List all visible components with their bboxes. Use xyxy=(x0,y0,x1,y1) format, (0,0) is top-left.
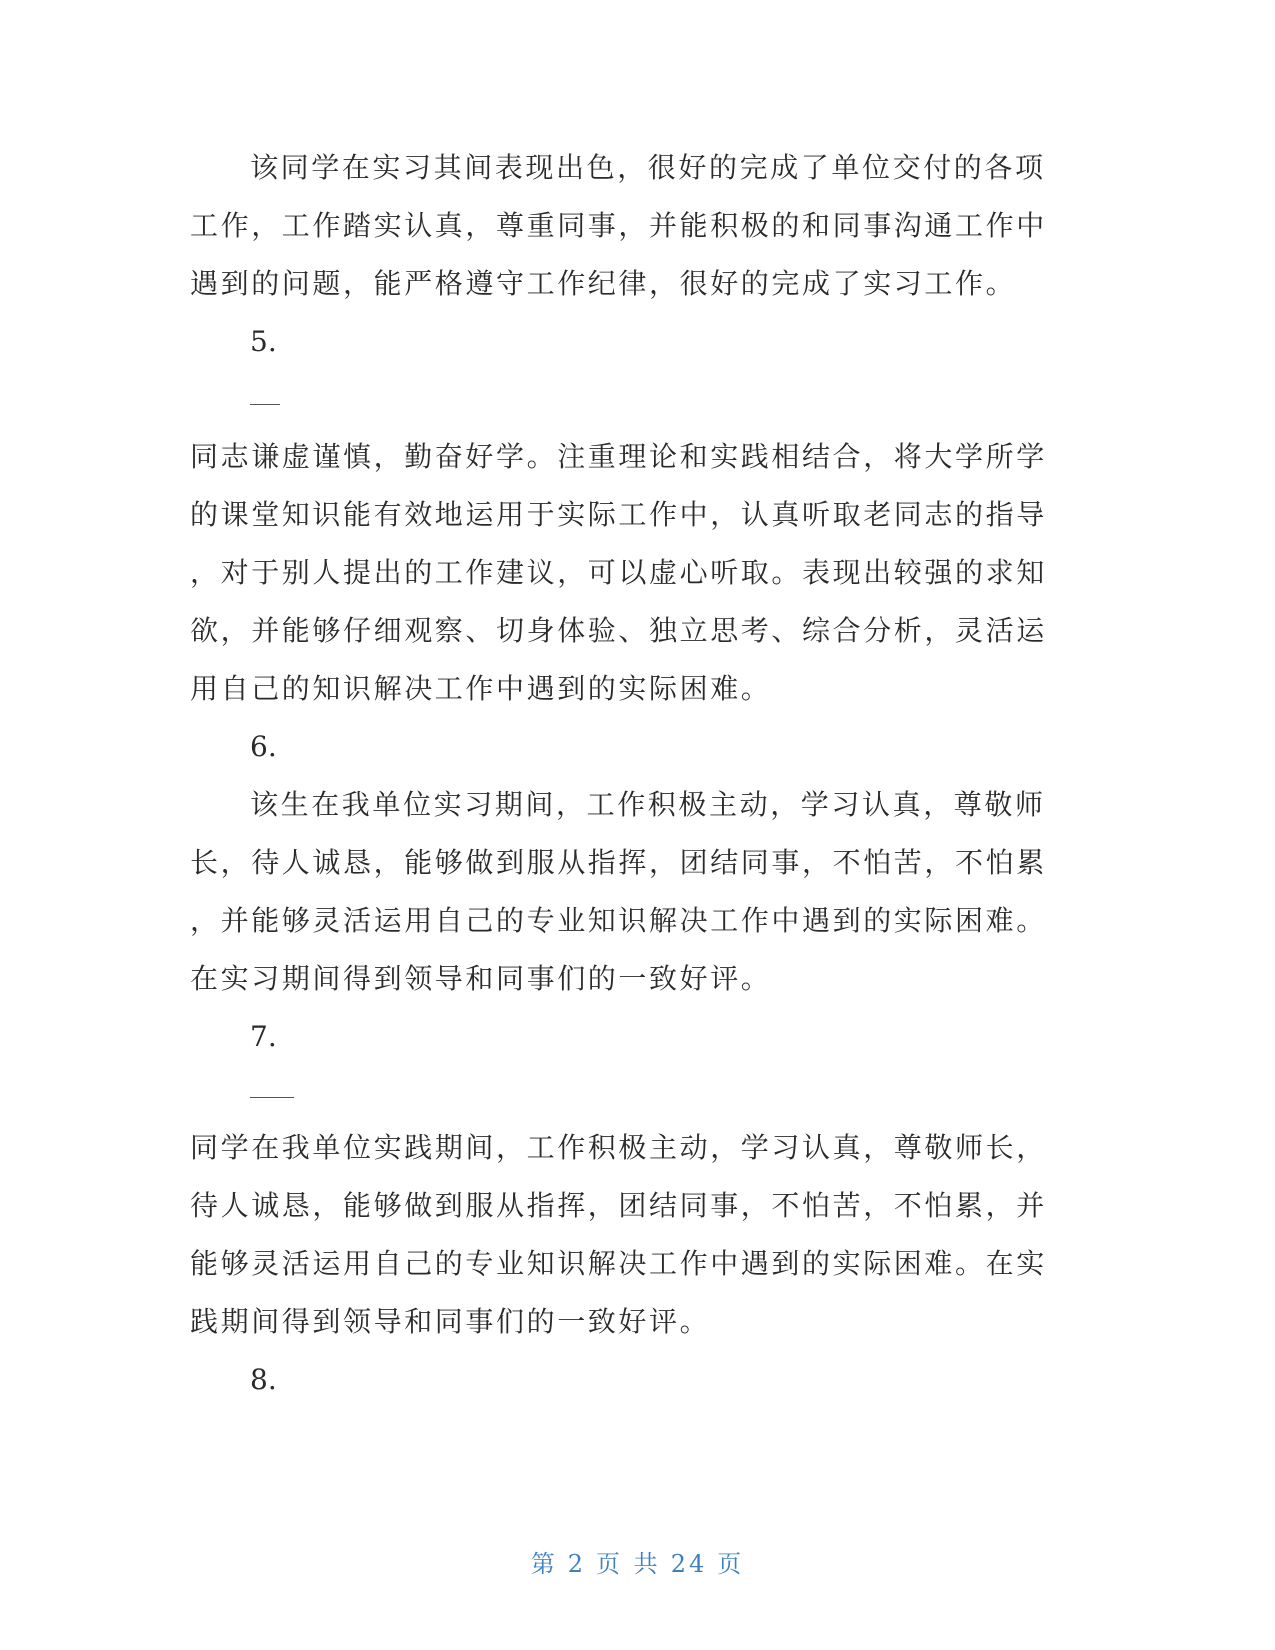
item-number-7: 7. xyxy=(250,1020,277,1053)
blank-dash xyxy=(250,1097,294,1098)
paragraph-line: 遇到的问题，能严格遵守工作纪律，很好的完成了实习工作。 xyxy=(190,267,1017,300)
page-footer xyxy=(0,1548,1275,1580)
item-number-8: 8. xyxy=(250,1363,277,1396)
footer-page-number: 2 xyxy=(567,1550,587,1578)
item-number-5: 5. xyxy=(250,325,277,358)
paragraph-line: 长，待人诚恳，能够做到服从指挥，团结同事，不怕苦，不怕累 xyxy=(190,846,1047,879)
footer-prefix: 第 xyxy=(530,1550,558,1578)
footer-total-pages: 24 xyxy=(670,1550,708,1578)
paragraph-line: 欲，并能够仔细观察、切身体验、独立思考、综合分析，灵活运 xyxy=(190,614,1047,647)
paragraph-line: 工作，工作踏实认真，尊重同事，并能积极的和同事沟通工作中 xyxy=(190,209,1047,242)
paragraph-line: 待人诚恳，能够做到服从指挥，团结同事，不怕苦，不怕累，并 xyxy=(190,1189,1047,1222)
paragraph-line: 同学在我单位实践期间，工作积极主动，学习认真，尊敬师长， xyxy=(190,1131,1047,1164)
paragraph-line: 该生在我单位实习期间，工作积极主动，学习认真，尊敬师 xyxy=(250,788,1046,821)
blank-dash xyxy=(250,404,280,405)
paragraph-line: 能够灵活运用自己的专业知识解决工作中遇到的实际困难。在实 xyxy=(190,1247,1047,1280)
paragraph-line: 该同学在实习其间表现出色，很好的完成了单位交付的各项 xyxy=(250,151,1046,184)
footer-middle: 页 共 xyxy=(596,1550,661,1578)
footer-suffix: 页 xyxy=(717,1550,745,1578)
paragraph-line: 的课堂知识能有效地运用于实际工作中，认真听取老同志的指导 xyxy=(190,498,1047,531)
paragraph-line: 用自己的知识解决工作中遇到的实际困难。 xyxy=(190,672,772,705)
paragraph-line: 在实习期间得到领导和同事们的一致好评。 xyxy=(190,962,772,995)
paragraph-line: 同志谦虚谨慎，勤奋好学。注重理论和实践相结合，将大学所学 xyxy=(190,440,1047,473)
paragraph-line: ，对于别人提出的工作建议，可以虚心听取。表现出较强的求知 xyxy=(190,556,1047,589)
paragraph-line: 践期间得到领导和同事们的一致好评。 xyxy=(190,1305,711,1338)
item-number-6: 6. xyxy=(250,730,277,763)
paragraph-line: ，并能够灵活运用自己的专业知识解决工作中遇到的实际困难。 xyxy=(190,904,1047,937)
